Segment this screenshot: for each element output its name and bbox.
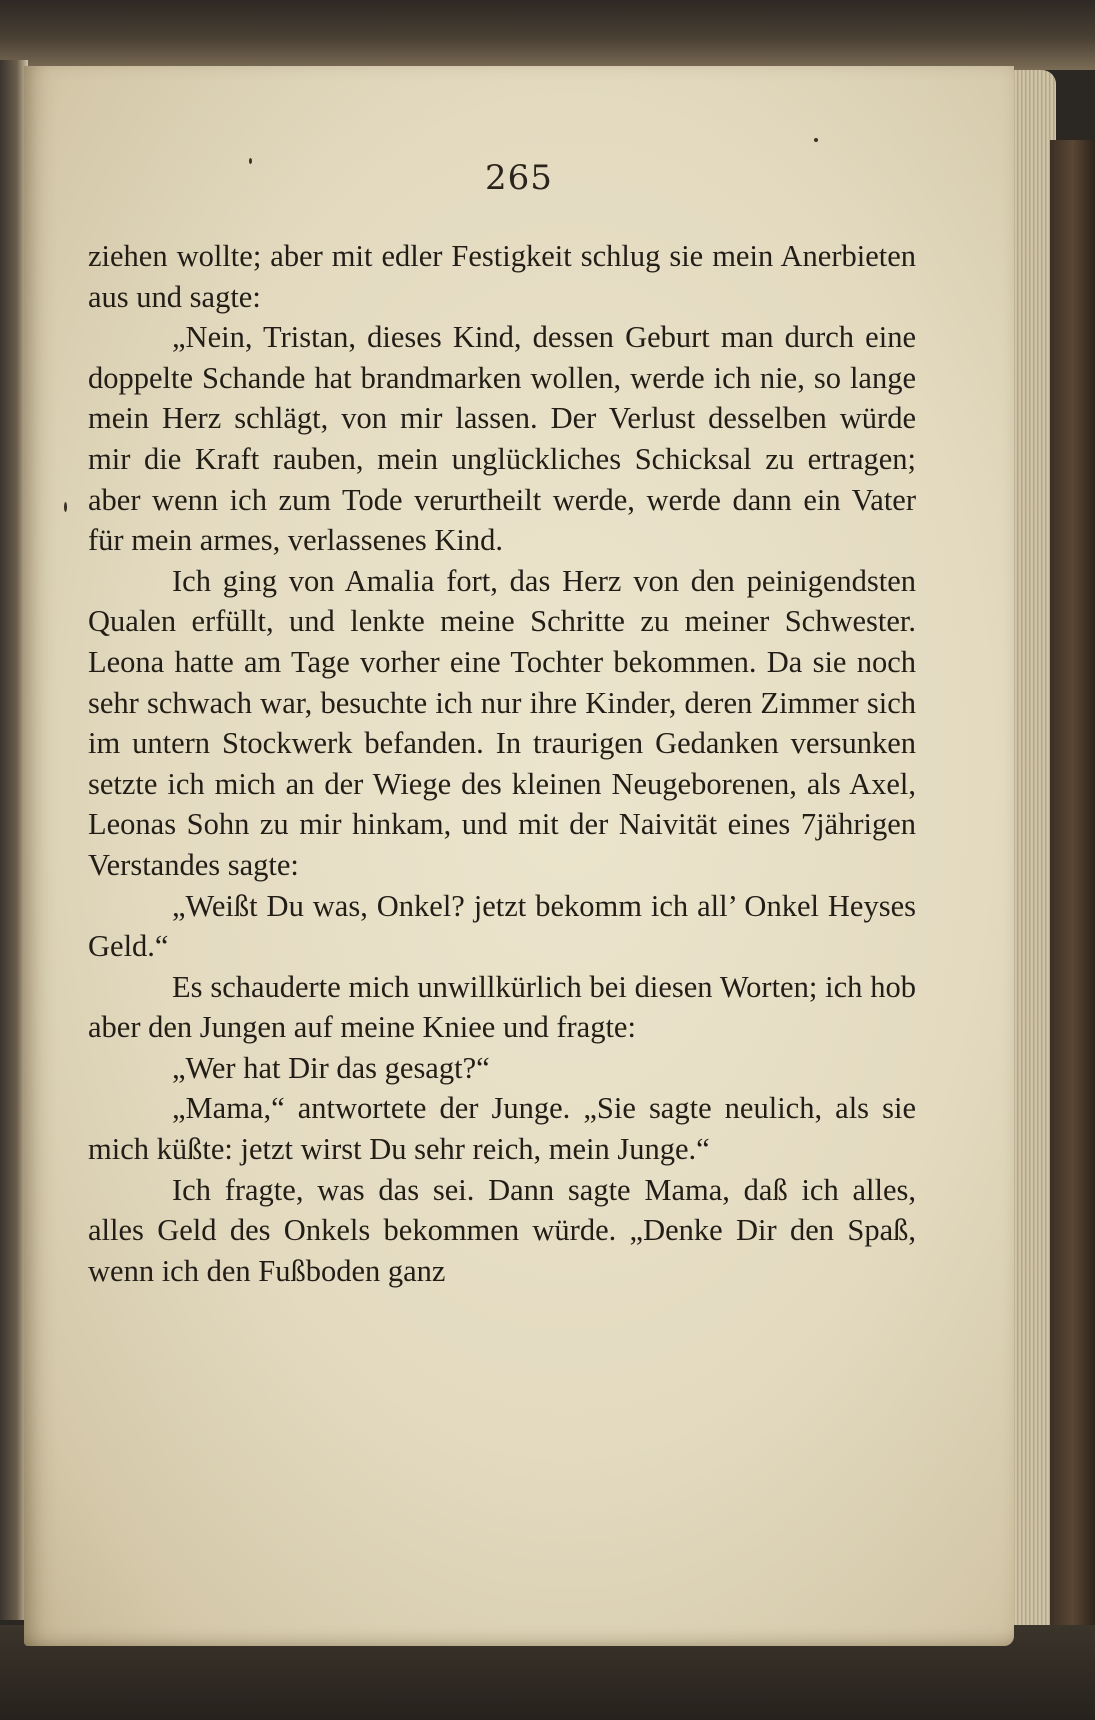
paragraph-1: ziehen wollte; aber mit edler Festigkeit schlug sie mein Anerbieten aus und sagte: [88,239,916,314]
paragraph-2: „Nein, Tristan, dieses Kind, dessen Geburt man durch eine doppelte Schande hat brandmarken wollen, werde ich nie, so lange mein Herz schlägt, von mir lassen. Der Verlust desselben würde mir die Kraft rauben, mein unglückliches Schicksal zu ertragen; aber wenn ich zum Tode verurtheilt werde, werde dann ein Vater für mein armes, verlassenes Kind. [88,320,916,558]
page-text [88,236,916,1291]
paragraph-8: Ich fragte, was das sei. Dann sagte Mama, daß ich alles, alles Geld des Onkels bekommen würde. „Denke Dir den Spaß, wenn ich den Fußboden ganz [88,1172,916,1288]
paragraph-3: Ich ging von Amalia fort, das Herz von den peinigendsten Qualen erfüllt, und lenkte meine Schritte zu meiner Schwester. Leona hatte am Tage vorher eine Tochter bekommen. Da sie noch sehr schwach war, besuchte ich nur ihre Kinder, deren Zimmer sich im untern Stockwerk befanden. In traurigen Gedanken versunken setzte ich mich an der Wiege des kleinen Neugeborenen, als Axel, Leonas Sohn zu mir hinkam, und mit der Naivität eines 7jährigen Verstandes sagte: [88,563,916,882]
paragraph-5: Es schauderte mich unwillkürlich bei diesen Worten; ich hob aber den Jungen auf meine Kniee und fragte: [88,969,916,1045]
ink-speck [814,138,818,142]
paragraph-6: „Wer hat Dir das gesagt?“ [172,1050,490,1085]
paragraph-7: „Mama,“ antwortete der Junge. „Sie sagte neulich, als sie mich küßte: jetzt wirst Du sehr reich, mein Junge.“ [88,1091,916,1167]
page-number: 265 [485,158,553,198]
book-cover-right [1050,140,1095,1650]
book-page [24,66,1014,1646]
book-cover-top [0,0,1095,70]
ink-speck [249,158,252,164]
ink-speck [64,502,67,512]
paragraph-4: „Weißt Du was, Onkel? jetzt bekomm ich all’ Onkel Heyses Geld.“ [88,888,916,964]
